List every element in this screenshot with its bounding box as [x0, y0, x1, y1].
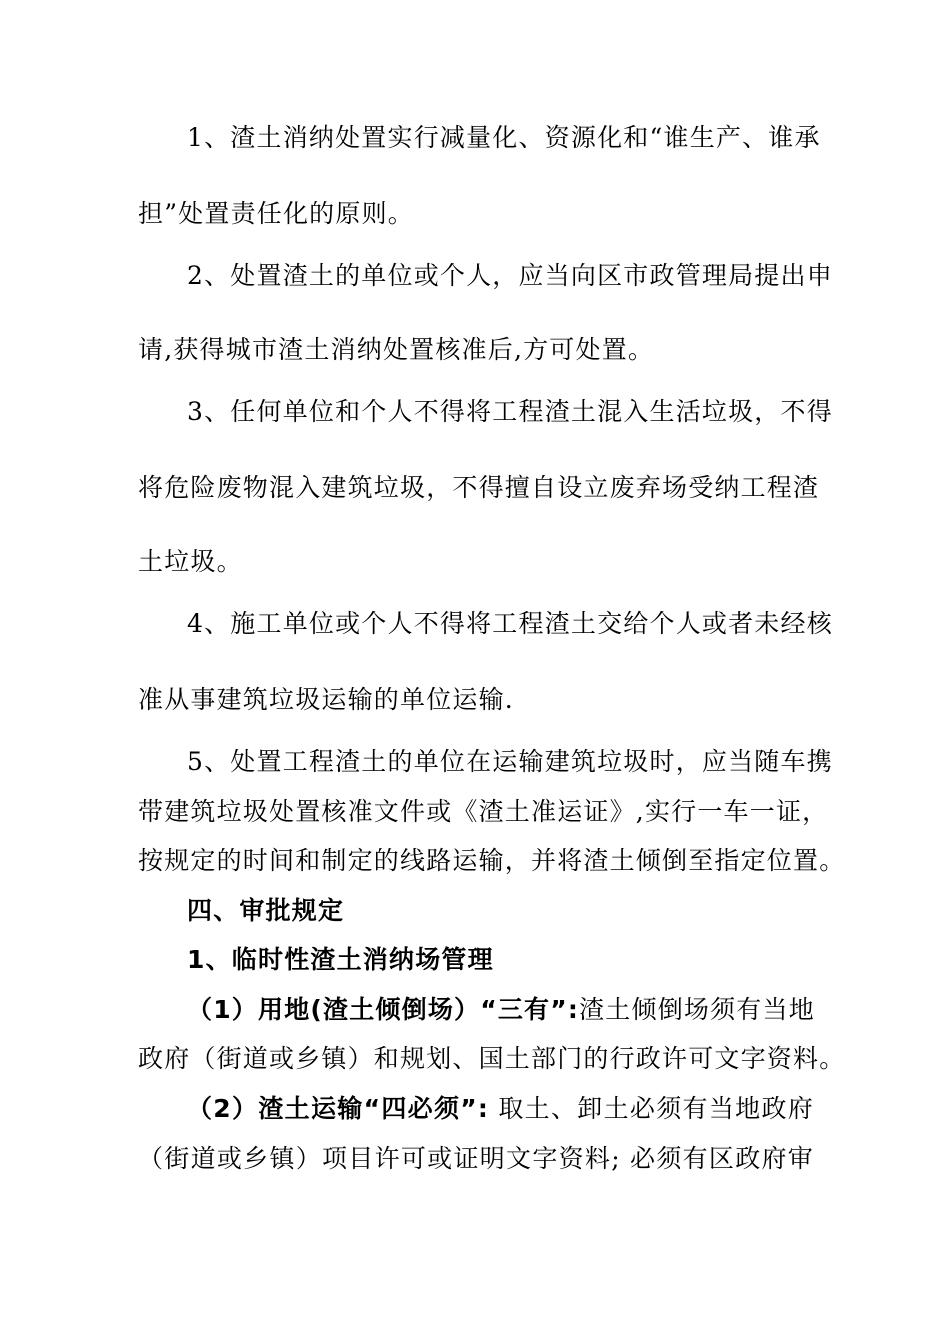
text: 按规定的时间和制定的线路运输，并将渣土倾倒至指定位置。 — [138, 846, 846, 875]
paragraph-2-line-1 — [187, 256, 833, 296]
text: 1、临时性渣土消纳场管理 — [187, 945, 494, 974]
paragraph-5-line-2 — [138, 792, 829, 832]
text: 四、审批规定 — [187, 896, 345, 925]
paragraph-4-line-2 — [138, 680, 814, 720]
item-2-line-1 — [187, 1089, 814, 1129]
text: 土垃圾。 — [138, 547, 243, 576]
paragraph-4-line-1 — [187, 604, 833, 644]
text: 将危险废物混入建筑垃圾，不得擅自设立废弃场受纳工程渣 — [138, 473, 820, 502]
item-1-label: （1）用地(渣土倾倒场）“三有”: — [187, 995, 580, 1024]
text: 取土、卸土必须有当地政府 — [489, 1094, 814, 1123]
text: 1、渣土消纳处置实行减量化、资源化和“谁生产、谁承 — [187, 123, 821, 152]
paragraph-2-line-2 — [138, 330, 814, 370]
text: 政府（街道或乡镇）和规划、国土部门的行政许可文字资料。 — [138, 1044, 846, 1073]
paragraph-3-line-1 — [187, 392, 833, 432]
text: 渣土倾倒场须有当地 — [579, 995, 815, 1024]
item-1-line-1 — [187, 990, 814, 1030]
text: （街道或乡镇）项目许可或证明文字资料; 必须有区政府审 — [138, 1144, 814, 1173]
text: 2、处置渣土的单位或个人，应当向区市政管理局提出申 — [187, 261, 833, 290]
section-heading-4 — [187, 891, 814, 931]
item-2-line-2 — [138, 1139, 814, 1179]
item-1-line-2 — [138, 1039, 846, 1079]
subsection-heading-1 — [187, 940, 814, 980]
paragraph-5-line-3 — [138, 841, 846, 881]
paragraph-1-line-2 — [138, 194, 814, 234]
text: 3、任何单位和个人不得将工程渣土混入生活垃圾，不得 — [187, 397, 833, 426]
text: 请,获得城市渣土消纳处置核准后,方可处置。 — [138, 335, 655, 364]
text: 带建筑垃圾处置核准文件或《渣土准运证》,实行一车一证， — [138, 797, 829, 826]
paragraph-1-line-1 — [187, 118, 821, 158]
paragraph-3-line-3 — [138, 542, 814, 582]
text: 5、处置工程渣土的单位在运输建筑垃圾时，应当随车携 — [187, 747, 833, 776]
text: 准从事建筑垃圾运输的单位运输. — [138, 685, 514, 714]
text: 4、施工单位或个人不得将工程渣土交给个人或者未经核 — [187, 609, 833, 638]
paragraph-3-line-2 — [138, 468, 820, 508]
text: 担”处置责任化的原则。 — [138, 199, 414, 228]
item-2-label: （2）渣土运输“四必须”: — [187, 1094, 490, 1123]
paragraph-5-line-1 — [187, 742, 833, 782]
